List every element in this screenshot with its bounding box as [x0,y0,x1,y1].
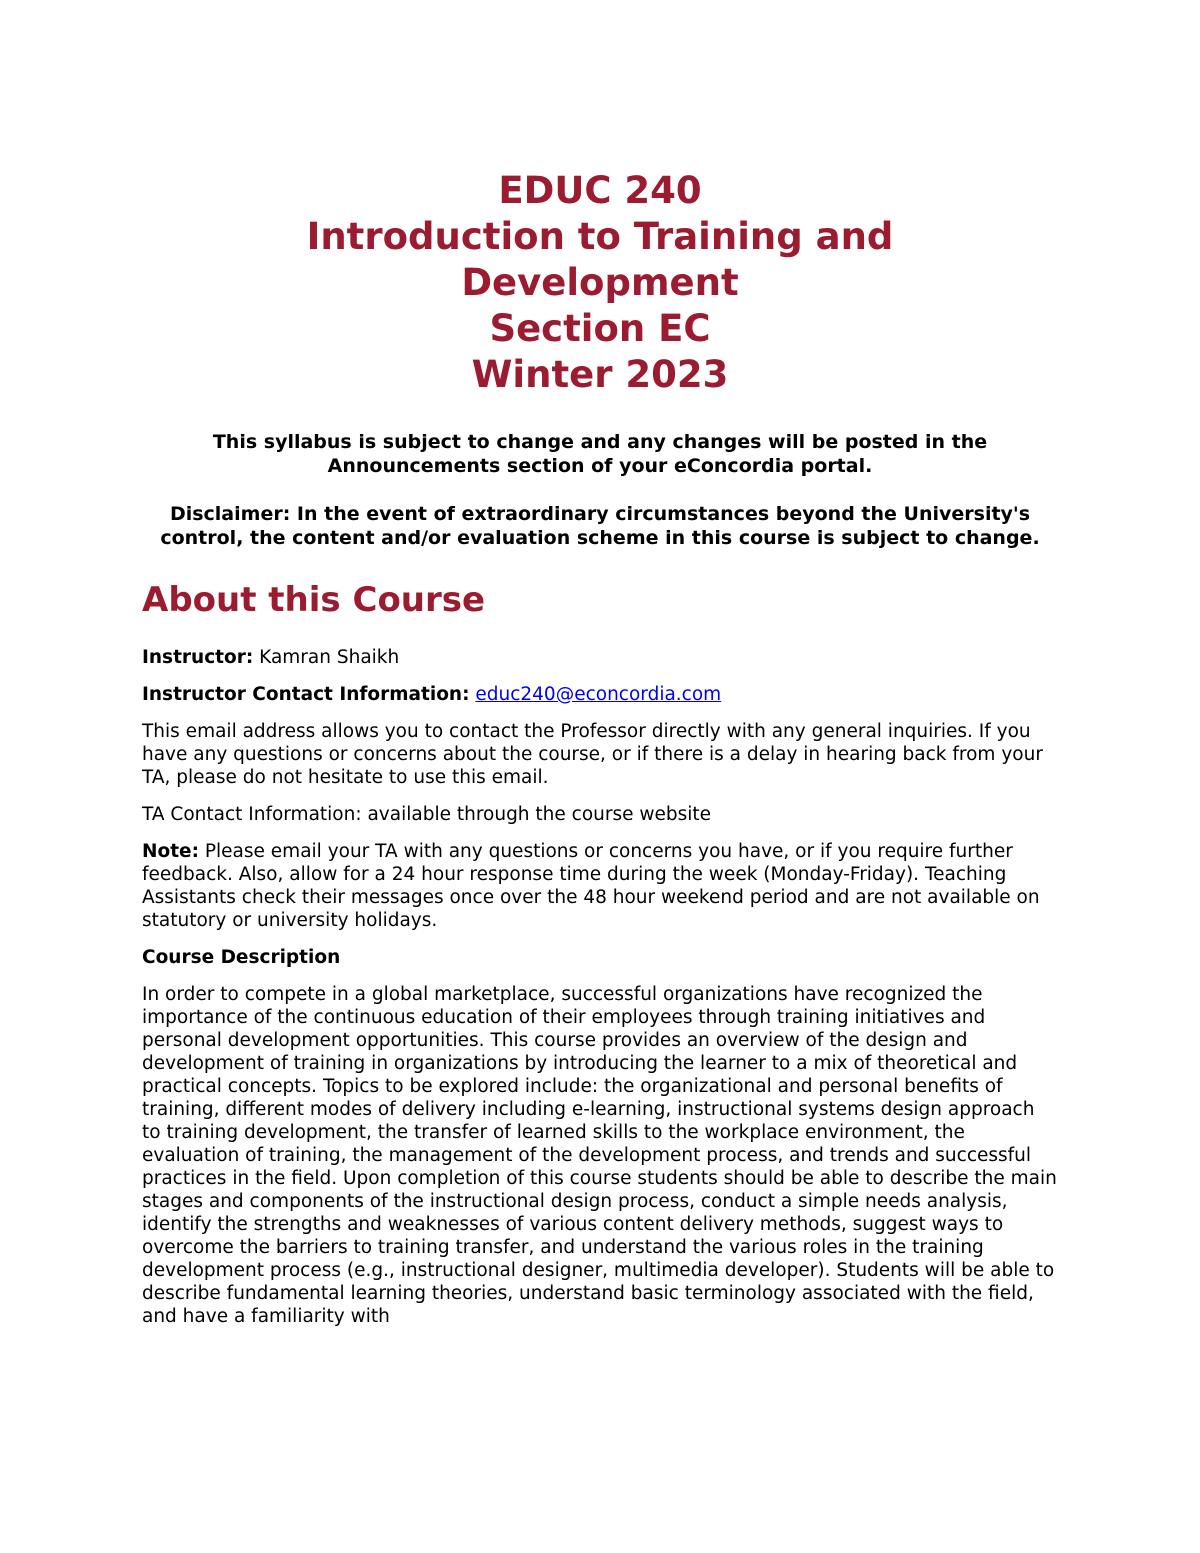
course-name-line-2: Development [461,261,739,304]
instructor-field [142,646,1058,669]
note-label: Note: [142,841,199,862]
contact-field [142,683,1058,706]
ta-note [142,840,1058,932]
course-code: EDUC 240 [498,169,702,212]
instructor-name: Kamran Shaikh [259,647,400,668]
about-heading: About this Course [142,580,486,620]
disclaimer-notice: Disclaimer: In the event of extraordinary circumstances beyond the University's control, the content and/or evaluation scheme in this course is subject to change. [160,503,1040,549]
course-term: Winter 2023 [471,353,729,396]
document-title [142,168,1058,398]
document-page [142,168,1058,1328]
email-note: This email address allows you to contact the Professor directly with any general inquiries. If you have any questions or concerns about the course, or if there is a delay in hearing back from your TA, please do not hesitate to use this email. [142,721,1043,788]
contact-email-link[interactable]: educ240@econcordia.com [475,684,722,705]
course-description-text: In order to compete in a global marketplace, successful organizations have recognized the importance of the continuous education of their employees through training initiatives and personal development opportunities. This course provides an overview of the design and development of training in organizations by introducing the learner to a mix of theoretical and practical concepts. Topics to be explored include: the organizational and personal benefits of training, different modes of delivery including e-learning, instructional systems design approach to training development, the transfer of learned skills to the workplace environment, the evaluation of training, the management of the development process, and trends and successful practices in the field. Upon completion of this course students should be able to describe the main stages and components of the instructional design process, conduct a simple needs analysis, identify the strengths and weaknesses of various content delivery methods, suggest ways to overcome the barriers to training transfer, and understand the various roles in the training development process (e.g., instructional designer, multimedia developer). Students will be able to describe fundamental learning theories, understand basic terminology associated with the field, and have a familiarity with [142,984,1057,1327]
course-name-line-1: Introduction to Training and [306,215,894,258]
course-section: Section EC [489,307,711,350]
note-text: Please email your TA with any questions or concerns you have, or if you require further feedback. Also, allow for a 24 hour response time during the week (Monday-Friday). Teaching Assistants check their messages once over the 48 hour weekend period and are not available on statutory or university holidays. [142,841,1040,931]
ta-contact: TA Contact Information: available through the course website [142,804,712,825]
course-description-heading: Course Description [142,947,341,968]
instructor-label: Instructor: [142,647,254,668]
syllabus-change-notice: This syllabus is subject to change and any changes will be posted in the Announcements section of your eConcordia portal. [212,431,988,477]
contact-label: Instructor Contact Information: [142,684,470,705]
